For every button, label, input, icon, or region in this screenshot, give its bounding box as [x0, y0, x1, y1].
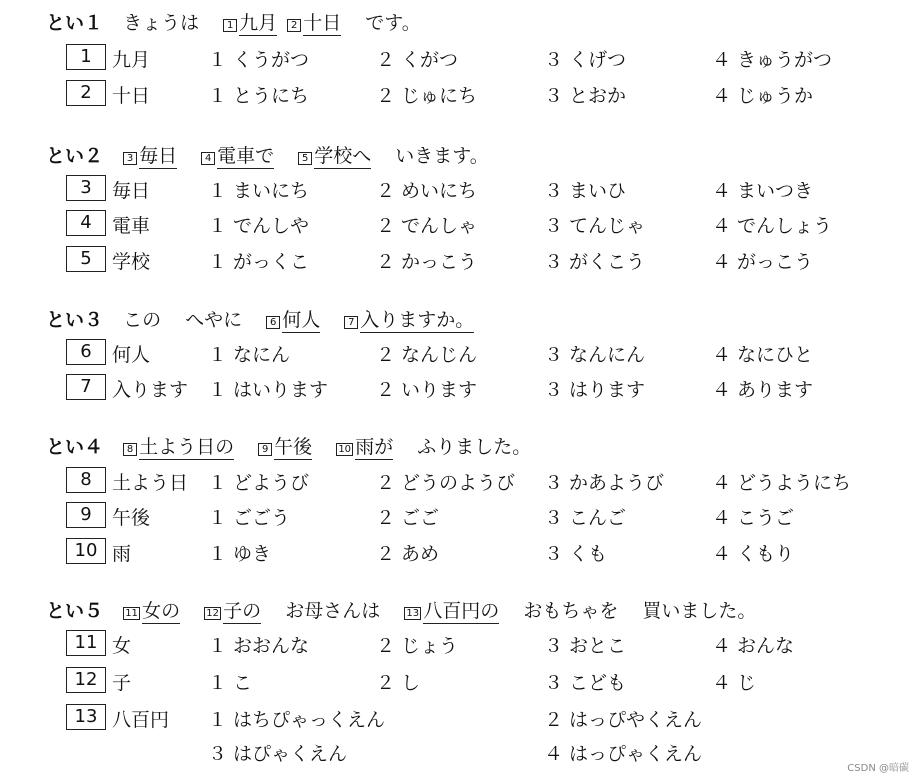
blank-number-tag: 7 — [344, 316, 358, 329]
item-word: 土よう日 — [112, 472, 189, 494]
choice-option[interactable]: １ くうがつ — [208, 49, 310, 71]
item-number-box: 9 — [66, 502, 106, 528]
choice-option[interactable]: ３ とおか — [544, 85, 627, 107]
choice-option[interactable]: ２ あめ — [376, 543, 440, 565]
prompt-text: へやに — [185, 309, 243, 331]
underlined-word: 電車で — [217, 145, 275, 167]
item-word: 電車 — [112, 215, 151, 237]
prompt-text: おもちゃを — [523, 600, 619, 622]
blank-number-tag: 9 — [258, 443, 272, 456]
item-number-box: 1 — [66, 44, 106, 70]
underlined-word: 入りますか。 — [360, 309, 475, 331]
question-5-prompt — [46, 596, 756, 623]
prompt-text: お母さんは — [285, 600, 381, 622]
choice-option[interactable]: １ はいります — [208, 379, 329, 401]
choice-option[interactable]: ２ じゅにち — [376, 85, 478, 107]
prompt-text: 買いました。 — [642, 600, 757, 622]
question-2-prompt — [46, 141, 489, 168]
choice-option[interactable]: １ まいにち — [208, 180, 310, 202]
blank-number-tag: 5 — [298, 152, 312, 165]
item-number-box: 4 — [66, 210, 106, 236]
choice-option[interactable]: ２ し — [376, 672, 421, 694]
question-label: とい３ — [46, 309, 104, 331]
underlined-word: 八百円の — [423, 600, 500, 622]
prompt-text: この — [123, 309, 162, 331]
item-word: 入ります — [112, 379, 189, 401]
blank-number-tag: 3 — [123, 152, 137, 165]
choice-option[interactable]: ２ いります — [376, 379, 478, 401]
item-number-box: 3 — [66, 175, 106, 201]
blank-number-tag: 10 — [336, 443, 353, 456]
item-number-box: 7 — [66, 374, 106, 400]
choice-option[interactable]: ４ なにひと — [712, 344, 814, 366]
item-word: 毎日 — [112, 180, 151, 202]
underlined-word: 何人 — [282, 309, 321, 331]
blank-number-tag: 1 — [223, 19, 237, 32]
question-3-prompt — [46, 305, 474, 332]
choice-option[interactable]: ４ はっぴゃくえん — [544, 743, 703, 765]
question-label: とい２ — [46, 145, 104, 167]
choice-option[interactable]: １ ごごう — [208, 507, 291, 529]
prompt-text: です。 — [365, 12, 421, 34]
item-number-box: 5 — [66, 246, 106, 272]
item-number-box: 8 — [66, 467, 106, 493]
blank-number-tag: 4 — [201, 152, 215, 165]
underlined-word: 十日 — [303, 12, 342, 34]
underlined-word: 子の — [223, 600, 262, 622]
underlined-word: 女の — [142, 600, 181, 622]
choice-option[interactable]: １ なにん — [208, 344, 291, 366]
choice-option[interactable]: １ とうにち — [208, 85, 310, 107]
choice-option[interactable]: １ ゆき — [208, 543, 272, 565]
choice-option[interactable]: ３ はぴゃくえん — [208, 743, 348, 765]
underlined-word: 土よう日の — [139, 436, 235, 458]
choice-option[interactable]: ３ てんじゃ — [544, 215, 646, 237]
choice-option[interactable]: ４ どうようにち — [712, 472, 852, 494]
choice-option[interactable]: ４ きゅうがつ — [712, 49, 833, 71]
choice-option[interactable]: ３ くげつ — [544, 49, 627, 71]
choice-option[interactable]: ４ あります — [712, 379, 814, 401]
choice-option[interactable]: ２ はっぴやくえん — [544, 709, 703, 731]
choice-option[interactable]: ２ じょう — [376, 635, 459, 657]
item-word: 学校 — [112, 251, 151, 273]
question-4-prompt — [46, 432, 531, 459]
blank-number-tag: 13 — [404, 607, 421, 620]
blank-number-tag: 2 — [287, 19, 301, 32]
choice-option[interactable]: ４ がっこう — [712, 251, 814, 273]
choice-option[interactable]: ３ こども — [544, 672, 627, 694]
choice-option[interactable]: ３ くも — [544, 543, 608, 565]
choice-option[interactable]: ３ かあようび — [544, 472, 665, 494]
question-label: とい４ — [46, 436, 104, 458]
underlined-word: 学校へ — [314, 145, 372, 167]
prompt-text: きょうは — [123, 12, 200, 34]
watermark: CSDN @暗碳 — [847, 763, 909, 774]
item-word: 八百円 — [112, 709, 170, 731]
item-word: 雨 — [112, 543, 132, 565]
choice-option[interactable]: ４ じ — [712, 672, 757, 694]
prompt-text: ふりました。 — [417, 436, 532, 458]
choice-option[interactable]: １ どようび — [208, 472, 310, 494]
item-number-box: 10 — [66, 538, 106, 564]
blank-number-tag: 6 — [266, 316, 280, 329]
choice-option[interactable]: １ おおんな — [208, 635, 310, 657]
choice-option[interactable]: ４ でんしょう — [712, 215, 833, 237]
choice-option[interactable]: ２ くがつ — [376, 49, 459, 71]
choice-option[interactable]: ２ めいにち — [376, 180, 478, 202]
blank-number-tag: 12 — [204, 607, 221, 620]
underlined-word: 毎日 — [139, 145, 178, 167]
choice-option[interactable]: ２ どうのようび — [376, 472, 516, 494]
item-word: 九月 — [112, 49, 151, 71]
choice-option[interactable]: ３ こんご — [544, 507, 627, 529]
choice-option[interactable]: ３ まいひ — [544, 180, 627, 202]
item-number-box: 6 — [66, 339, 106, 365]
choice-option[interactable]: ４ じゅうか — [712, 85, 814, 107]
choice-option[interactable]: ３ がくこう — [544, 251, 646, 273]
choice-option[interactable]: ４ おんな — [712, 635, 795, 657]
choice-option[interactable]: ４ こうご — [712, 507, 795, 529]
item-word: 女 — [112, 635, 132, 657]
question-1-prompt — [46, 8, 421, 35]
choice-option[interactable]: ４ まいつき — [712, 180, 814, 202]
item-word: 子 — [112, 672, 132, 694]
prompt-text: いきます。 — [395, 145, 489, 167]
underlined-word: 九月 — [239, 12, 278, 34]
item-word: 何人 — [112, 344, 151, 366]
choice-option[interactable]: ３ はります — [544, 379, 646, 401]
question-label: とい１ — [46, 12, 104, 34]
item-number-box: 11 — [66, 630, 106, 656]
question-label: とい５ — [46, 600, 104, 622]
item-word: 午後 — [112, 507, 151, 529]
item-word: 十日 — [112, 85, 151, 107]
item-number-box: 12 — [66, 667, 106, 693]
underlined-word: 午後 — [274, 436, 313, 458]
item-number-box: 2 — [66, 80, 106, 106]
choice-option[interactable]: １ でんしや — [208, 215, 310, 237]
choice-option[interactable]: １ はちぴゃっくえん — [208, 709, 386, 731]
blank-number-tag: 11 — [123, 607, 140, 620]
blank-number-tag: 8 — [123, 443, 137, 456]
choice-option[interactable]: １ がっくこ — [208, 251, 310, 273]
choice-option[interactable]: ３ おとこ — [544, 635, 627, 657]
choice-option[interactable]: ２ でんしゃ — [376, 215, 478, 237]
choice-option[interactable]: ２ かっこう — [376, 251, 478, 273]
choice-option[interactable]: １ こ — [208, 672, 253, 694]
underlined-word: 雨が — [355, 436, 394, 458]
choice-option[interactable]: ２ ごご — [376, 507, 440, 529]
item-number-box: 13 — [66, 704, 106, 730]
choice-option[interactable]: ３ なんにん — [544, 344, 646, 366]
choice-option[interactable]: ２ なんじん — [376, 344, 478, 366]
choice-option[interactable]: ４ くもり — [712, 543, 795, 565]
